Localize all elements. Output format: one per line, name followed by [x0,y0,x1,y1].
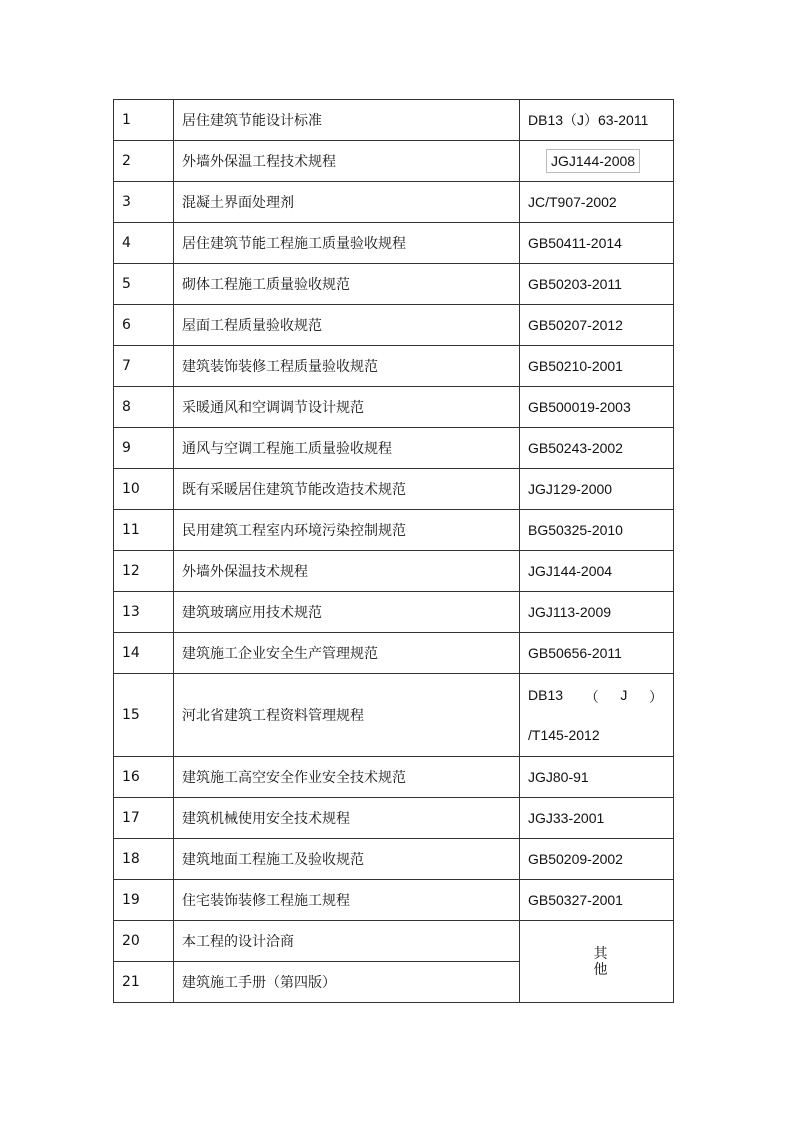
standard-name: 采暖通风和空调调节设计规范 [174,387,520,428]
other-code-cell [520,921,674,1003]
row-number: 16 [114,757,174,798]
standard-name: 建筑装饰装修工程质量验收规范 [174,346,520,387]
standard-code: BG50325-2010 [520,510,674,551]
standard-name: 砌体工程施工质量验收规范 [174,264,520,305]
standard-code-line2: /T145-2012 [528,727,600,743]
table-row [114,551,674,592]
table-row [114,346,674,387]
table-row [114,757,674,798]
table-row [114,633,674,674]
row-number: 4 [114,223,174,264]
code-part: J [620,687,628,703]
standard-name: 建筑施工高空安全作业安全技术规范 [174,757,520,798]
standard-name: 民用建筑工程室内环境污染控制规范 [174,510,520,551]
standard-code: GB50656-2011 [520,633,674,674]
row-number: 12 [114,551,174,592]
standard-name: 河北省建筑工程资料管理规程 [174,674,520,757]
table-row [114,182,674,223]
row-number: 11 [114,510,174,551]
standard-name: 外墙外保温技术规程 [174,551,520,592]
standard-name: 住宅装饰装修工程施工规程 [174,880,520,921]
row-number: 9 [114,428,174,469]
table-row [114,141,674,182]
row-number: 17 [114,798,174,839]
standard-code-cell [520,674,674,757]
table-row [114,469,674,510]
table-row [114,798,674,839]
standard-code: GB50327-2001 [520,880,674,921]
table-row [114,839,674,880]
row-number: 21 [114,962,174,1003]
standard-code: JGJ33-2001 [520,798,674,839]
table-row [114,100,674,141]
table-row [114,223,674,264]
table-row [114,592,674,633]
code-part: ） [649,689,663,705]
row-number: 20 [114,921,174,962]
standard-name: 建筑施工手册（第四版） [174,962,520,1003]
standard-code: JGJ129-2000 [520,469,674,510]
row-number: 3 [114,182,174,223]
table-row [114,674,674,757]
row-number: 6 [114,305,174,346]
table-row [114,510,674,551]
standard-name: 建筑施工企业安全生产管理规范 [174,633,520,674]
standard-code: GB500019-2003 [520,387,674,428]
standard-name: 通风与空调工程施工质量验收规程 [174,428,520,469]
standard-code: JGJ80-91 [520,757,674,798]
other-label: 其他 [593,945,608,978]
table-row [114,880,674,921]
standard-code: JGJ144-2004 [520,551,674,592]
row-number: 18 [114,839,174,880]
row-number: 1 [114,100,174,141]
standard-name: 外墙外保温工程技术规程 [174,141,520,182]
standard-code-cell [520,141,674,182]
standard-name: 混凝土界面处理剂 [174,182,520,223]
standards-table [113,99,674,1003]
standard-name: 既有采暖居住建筑节能改造技术规范 [174,469,520,510]
row-number: 14 [114,633,174,674]
standard-code: GB50411-2014 [520,223,674,264]
standard-name: 本工程的设计洽商 [174,921,520,962]
standard-code: GB50209-2002 [520,839,674,880]
table-row [114,921,674,962]
row-number: 19 [114,880,174,921]
row-number: 10 [114,469,174,510]
standard-code: JGJ113-2009 [520,592,674,633]
table-row [114,387,674,428]
standard-code: GB50243-2002 [520,428,674,469]
standard-code: GB50207-2012 [520,305,674,346]
row-number: 2 [114,141,174,182]
standard-name: 屋面工程质量验收规范 [174,305,520,346]
standard-code: GB50210-2001 [520,346,674,387]
standard-code: GB50203-2011 [520,264,674,305]
standard-name: 建筑机械使用安全技术规程 [174,798,520,839]
row-number: 7 [114,346,174,387]
standard-name: 建筑玻璃应用技术规范 [174,592,520,633]
standard-code: DB13（J）63-2011 [520,100,674,141]
standard-name: 建筑地面工程施工及验收规范 [174,839,520,880]
row-number: 8 [114,387,174,428]
standard-code-line1 [528,687,673,707]
table-row [114,428,674,469]
standard-name: 居住建筑节能设计标准 [174,100,520,141]
row-number: 5 [114,264,174,305]
row-number: 13 [114,592,174,633]
standard-name: 居住建筑节能工程施工质量验收规程 [174,223,520,264]
row-number: 15 [114,674,174,757]
table-row [114,264,674,305]
code-part: DB13 [528,687,564,703]
standard-code: JC/T907-2002 [520,182,674,223]
code-part: （ [584,689,599,705]
standard-code: JGJ144-2008 [546,149,640,173]
table-row [114,305,674,346]
